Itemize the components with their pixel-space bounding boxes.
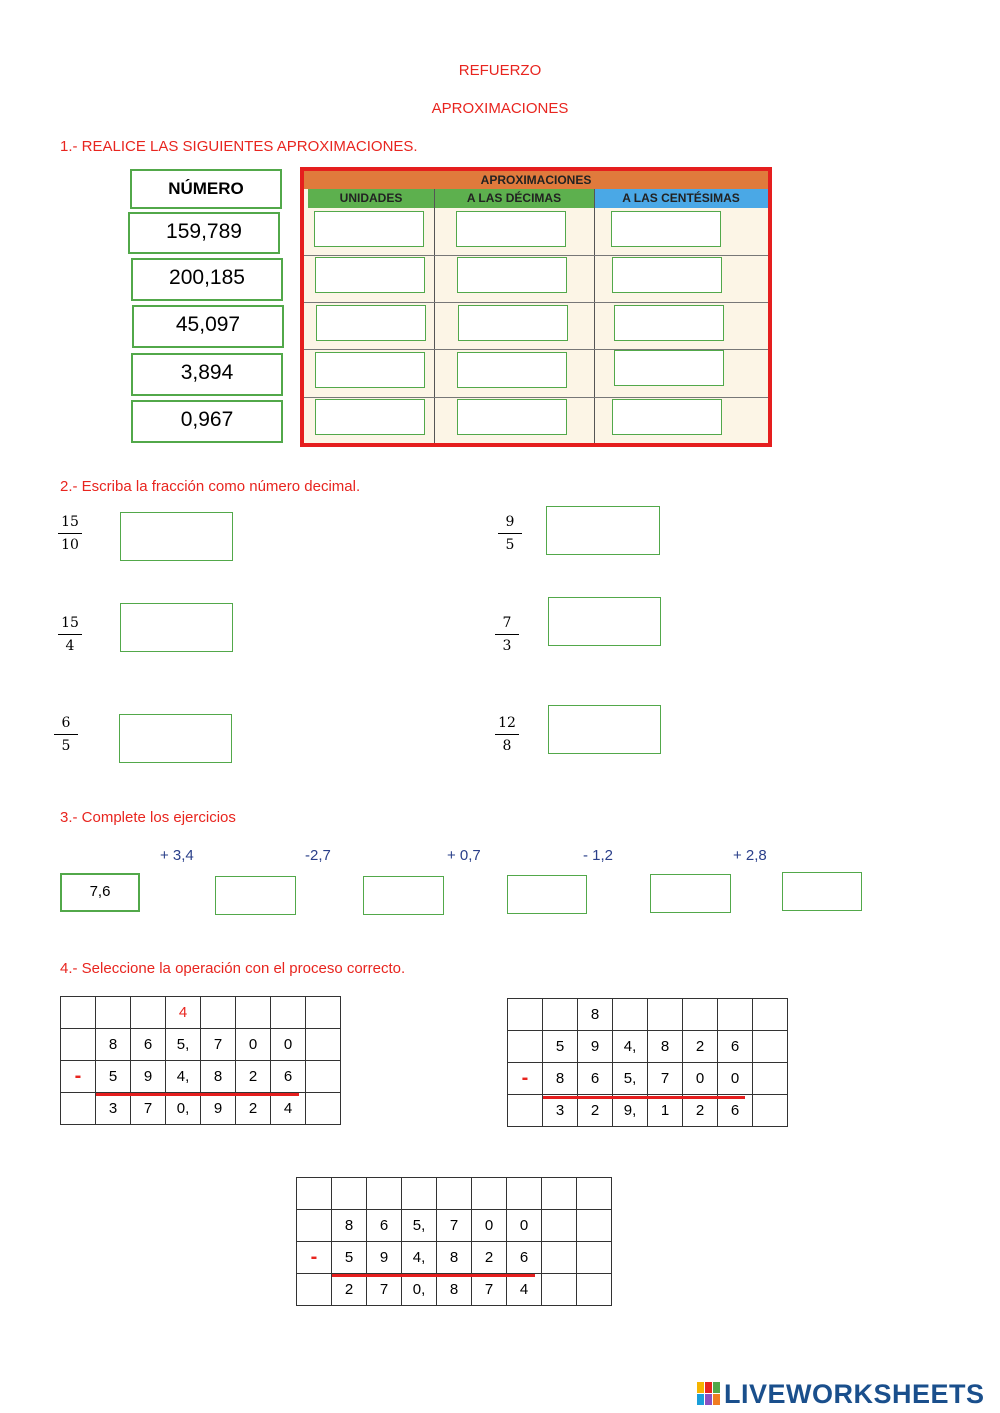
grid-divider bbox=[594, 189, 595, 443]
number-cell: 159,789 bbox=[128, 212, 280, 254]
grid-divider bbox=[304, 397, 768, 398]
operation-label: - 1,2 bbox=[583, 847, 614, 864]
subtraction-option-a[interactable] bbox=[60, 996, 341, 1125]
fraction bbox=[495, 714, 519, 755]
approximations-table-title: APROXIMACIONES bbox=[304, 171, 768, 189]
chain-answer-input[interactable] bbox=[507, 875, 587, 914]
fraction-bar bbox=[54, 734, 78, 735]
digit-cell bbox=[332, 1178, 367, 1210]
answer-input-units[interactable] bbox=[316, 305, 426, 341]
answer-input-tenths[interactable] bbox=[457, 352, 567, 388]
fraction-denominator: 3 bbox=[502, 638, 512, 654]
digit-cell: 4 bbox=[271, 1093, 306, 1125]
digit-cell bbox=[96, 997, 131, 1029]
digit-cell bbox=[577, 1274, 612, 1306]
digit-cell: 8 bbox=[96, 1029, 131, 1061]
digit-cell: 8 bbox=[437, 1242, 472, 1274]
number-cell: 45,097 bbox=[132, 305, 284, 348]
operation-row bbox=[508, 1095, 788, 1127]
digit-cell: 7 bbox=[201, 1029, 236, 1061]
digit-cell bbox=[718, 999, 753, 1031]
fraction-numerator: 15 bbox=[61, 514, 79, 530]
decimal-answer-input[interactable] bbox=[546, 506, 660, 555]
digit-cell: 9 bbox=[367, 1242, 402, 1274]
digit-cell bbox=[542, 1210, 577, 1242]
subtraction-option-b[interactable] bbox=[507, 998, 788, 1127]
digit-cell bbox=[437, 1178, 472, 1210]
digit-cell bbox=[542, 1178, 577, 1210]
digit-cell bbox=[306, 997, 341, 1029]
digit-cell: 7 bbox=[648, 1063, 683, 1095]
fraction bbox=[58, 513, 82, 554]
digit-cell: 3 bbox=[543, 1095, 578, 1127]
column-header-units: UNIDADES bbox=[308, 189, 434, 208]
column-header-hundredths: A LAS CENTÉSIMAS bbox=[594, 189, 768, 208]
digit-cell bbox=[543, 999, 578, 1031]
digit-cell: 2 bbox=[472, 1242, 507, 1274]
answer-input-tenths[interactable] bbox=[457, 399, 567, 435]
answer-input-hundredths[interactable] bbox=[611, 211, 721, 247]
digit-cell: 9, bbox=[613, 1095, 648, 1127]
column-header-tenths: A LAS DÉCIMAS bbox=[434, 189, 594, 208]
digit-cell bbox=[508, 999, 543, 1031]
digit-cell: 4, bbox=[402, 1242, 437, 1274]
digit-cell bbox=[542, 1274, 577, 1306]
fraction-denominator: 8 bbox=[502, 738, 512, 754]
digit-cell: 7 bbox=[367, 1274, 402, 1306]
digit-cell bbox=[61, 1093, 96, 1125]
number-column-header: NÚMERO bbox=[130, 169, 282, 209]
operation-row bbox=[61, 1029, 341, 1061]
digit-cell bbox=[297, 1178, 332, 1210]
number-cell: 200,185 bbox=[131, 258, 283, 301]
fraction-numerator: 15 bbox=[61, 615, 79, 631]
digit-cell: 6 bbox=[718, 1095, 753, 1127]
result-underline bbox=[96, 1093, 299, 1096]
digit-cell bbox=[306, 1093, 341, 1125]
digit-cell: 5 bbox=[96, 1061, 131, 1093]
digit-cell: 4 bbox=[166, 997, 201, 1029]
digit-cell: 5, bbox=[402, 1210, 437, 1242]
digit-cell: 6 bbox=[578, 1063, 613, 1095]
digit-cell bbox=[577, 1178, 612, 1210]
digit-cell bbox=[542, 1242, 577, 1274]
digit-cell: 6 bbox=[271, 1061, 306, 1093]
digit-cell: 9 bbox=[578, 1031, 613, 1063]
digit-cell: 5 bbox=[543, 1031, 578, 1063]
decimal-answer-input[interactable] bbox=[548, 705, 661, 754]
operation-label: + 0,7 bbox=[447, 847, 481, 864]
digit-cell: 2 bbox=[236, 1093, 271, 1125]
fraction-numerator: 12 bbox=[498, 715, 516, 731]
digit-cell: 0 bbox=[236, 1029, 271, 1061]
digit-cell: 7 bbox=[437, 1210, 472, 1242]
fraction-numerator: 9 bbox=[505, 514, 515, 530]
fraction-bar bbox=[498, 533, 522, 534]
answer-input-units[interactable] bbox=[314, 211, 424, 247]
minus-sign: - bbox=[508, 1063, 543, 1095]
grid-divider bbox=[434, 189, 435, 443]
liveworksheets-logo-text: LIVEWORKSHEETS bbox=[724, 1379, 985, 1409]
digit-cell bbox=[306, 1061, 341, 1093]
answer-input-hundredths[interactable] bbox=[614, 305, 724, 341]
digit-cell: 8 bbox=[543, 1063, 578, 1095]
minus-sign: - bbox=[61, 1061, 96, 1093]
digit-cell bbox=[236, 997, 271, 1029]
digit-cell bbox=[367, 1178, 402, 1210]
digit-cell: 0 bbox=[271, 1029, 306, 1061]
digit-cell: 4 bbox=[507, 1274, 542, 1306]
digit-cell bbox=[508, 1031, 543, 1063]
digit-cell bbox=[753, 1095, 788, 1127]
digit-cell bbox=[61, 997, 96, 1029]
digit-cell bbox=[577, 1210, 612, 1242]
worksheet-subtitle: APROXIMACIONES bbox=[431, 100, 569, 117]
answer-input-units[interactable] bbox=[315, 399, 425, 435]
fraction bbox=[498, 513, 522, 554]
digit-cell bbox=[271, 997, 306, 1029]
section1-heading: 1.- REALICE LAS SIGUIENTES APROXIMACIONES. bbox=[60, 138, 418, 155]
answer-input-units[interactable] bbox=[315, 352, 425, 388]
digit-cell bbox=[472, 1178, 507, 1210]
answer-input-tenths[interactable] bbox=[458, 305, 568, 341]
minus-sign: - bbox=[297, 1242, 332, 1274]
chain-answer-input[interactable] bbox=[215, 876, 296, 915]
result-underline bbox=[543, 1096, 745, 1099]
digit-cell: 2 bbox=[683, 1095, 718, 1127]
digit-cell: 3 bbox=[96, 1093, 131, 1125]
answer-input-units[interactable] bbox=[315, 257, 425, 293]
digit-cell: 0 bbox=[507, 1210, 542, 1242]
operation-label: -2,7 bbox=[305, 847, 331, 864]
digit-cell: 6 bbox=[507, 1242, 542, 1274]
digit-cell bbox=[402, 1178, 437, 1210]
fraction bbox=[54, 714, 78, 755]
fraction-denominator: 5 bbox=[61, 738, 71, 754]
start-value-box: 7,6 bbox=[60, 873, 140, 912]
decimal-answer-input[interactable] bbox=[120, 603, 233, 652]
operation-label: + 2,8 bbox=[733, 847, 767, 864]
digit-cell: 9 bbox=[201, 1093, 236, 1125]
operation-label: + 3,4 bbox=[160, 847, 194, 864]
fraction-numerator: 6 bbox=[61, 715, 71, 731]
digit-cell bbox=[306, 1029, 341, 1061]
chain-answer-input[interactable] bbox=[650, 874, 731, 913]
digit-cell: 0 bbox=[718, 1063, 753, 1095]
fraction bbox=[495, 614, 519, 655]
grid-divider bbox=[304, 302, 768, 303]
digit-cell bbox=[201, 997, 236, 1029]
answer-input-tenths[interactable] bbox=[457, 257, 567, 293]
section3-heading: 3.- Complete los ejercicios bbox=[60, 809, 236, 826]
digit-cell: 1 bbox=[648, 1095, 683, 1127]
digit-cell: 5, bbox=[613, 1063, 648, 1095]
digit-cell: 9 bbox=[131, 1061, 166, 1093]
digit-cell bbox=[753, 1063, 788, 1095]
digit-cell: 6 bbox=[367, 1210, 402, 1242]
digit-cell: 0, bbox=[402, 1274, 437, 1306]
fraction-denominator: 4 bbox=[65, 638, 75, 654]
fraction-bar bbox=[58, 533, 82, 534]
digit-cell: 2 bbox=[332, 1274, 367, 1306]
digit-cell: 0 bbox=[472, 1210, 507, 1242]
section2-heading: 2.- Escriba la fracción como número decimal. bbox=[60, 478, 361, 495]
digit-cell: 6 bbox=[131, 1029, 166, 1061]
digit-cell: 4, bbox=[166, 1061, 201, 1093]
fraction bbox=[58, 614, 82, 655]
section4-heading: 4.- Seleccione la operación con el proceso correcto. bbox=[60, 960, 406, 977]
chain-answer-input[interactable] bbox=[363, 876, 444, 915]
operation-row bbox=[61, 997, 341, 1029]
operation-row bbox=[297, 1178, 612, 1210]
chain-answer-input[interactable] bbox=[782, 872, 862, 911]
digit-cell bbox=[753, 999, 788, 1031]
digit-cell: 8 bbox=[201, 1061, 236, 1093]
digit-cell bbox=[508, 1095, 543, 1127]
digit-cell bbox=[297, 1274, 332, 1306]
worksheet-title: REFUERZO bbox=[458, 62, 542, 79]
fraction-bar bbox=[495, 734, 519, 735]
liveworksheets-logo-icon bbox=[697, 1382, 721, 1406]
fraction-numerator: 7 bbox=[502, 615, 512, 631]
digit-cell bbox=[613, 999, 648, 1031]
operation-row bbox=[61, 1061, 341, 1093]
result-underline bbox=[332, 1274, 535, 1277]
approximations-table bbox=[300, 167, 772, 447]
digit-cell: 2 bbox=[236, 1061, 271, 1093]
digit-cell: 2 bbox=[683, 1031, 718, 1063]
answer-input-hundredths[interactable] bbox=[614, 350, 724, 386]
fraction-denominator: 5 bbox=[505, 537, 515, 553]
digit-cell bbox=[131, 997, 166, 1029]
digit-cell: 6 bbox=[718, 1031, 753, 1063]
fraction-bar bbox=[495, 634, 519, 635]
digit-cell bbox=[753, 1031, 788, 1063]
operation-row bbox=[297, 1274, 612, 1306]
answer-input-hundredths[interactable] bbox=[612, 399, 722, 435]
decimal-answer-input[interactable] bbox=[119, 714, 232, 763]
subtraction-option-c[interactable] bbox=[296, 1177, 612, 1306]
digit-cell bbox=[683, 999, 718, 1031]
grid-divider bbox=[304, 255, 768, 256]
digit-cell bbox=[61, 1029, 96, 1061]
operation-row bbox=[508, 1031, 788, 1063]
digit-cell: 8 bbox=[437, 1274, 472, 1306]
digit-cell bbox=[297, 1210, 332, 1242]
digit-cell: 0, bbox=[166, 1093, 201, 1125]
digit-cell: 8 bbox=[578, 999, 613, 1031]
digit-cell: 5 bbox=[332, 1242, 367, 1274]
number-cell: 3,894 bbox=[131, 353, 283, 396]
digit-cell: 8 bbox=[332, 1210, 367, 1242]
digit-cell: 0 bbox=[683, 1063, 718, 1095]
fraction-bar bbox=[58, 634, 82, 635]
digit-cell: 2 bbox=[578, 1095, 613, 1127]
operation-row bbox=[508, 1063, 788, 1095]
digit-cell: 7 bbox=[131, 1093, 166, 1125]
answer-input-hundredths[interactable] bbox=[612, 257, 722, 293]
digit-cell: 4, bbox=[613, 1031, 648, 1063]
operation-row bbox=[508, 999, 788, 1031]
digit-cell: 5, bbox=[166, 1029, 201, 1061]
digit-cell bbox=[648, 999, 683, 1031]
digit-cell bbox=[507, 1178, 542, 1210]
number-cell: 0,967 bbox=[131, 400, 283, 443]
answer-input-tenths[interactable] bbox=[456, 211, 566, 247]
digit-cell: 7 bbox=[472, 1274, 507, 1306]
operation-row bbox=[297, 1210, 612, 1242]
digit-cell bbox=[577, 1242, 612, 1274]
operation-row bbox=[297, 1242, 612, 1274]
operation-row bbox=[61, 1093, 341, 1125]
decimal-answer-input[interactable] bbox=[548, 597, 661, 646]
digit-cell: 8 bbox=[648, 1031, 683, 1063]
fraction-denominator: 10 bbox=[61, 537, 79, 553]
decimal-answer-input[interactable] bbox=[120, 512, 233, 561]
